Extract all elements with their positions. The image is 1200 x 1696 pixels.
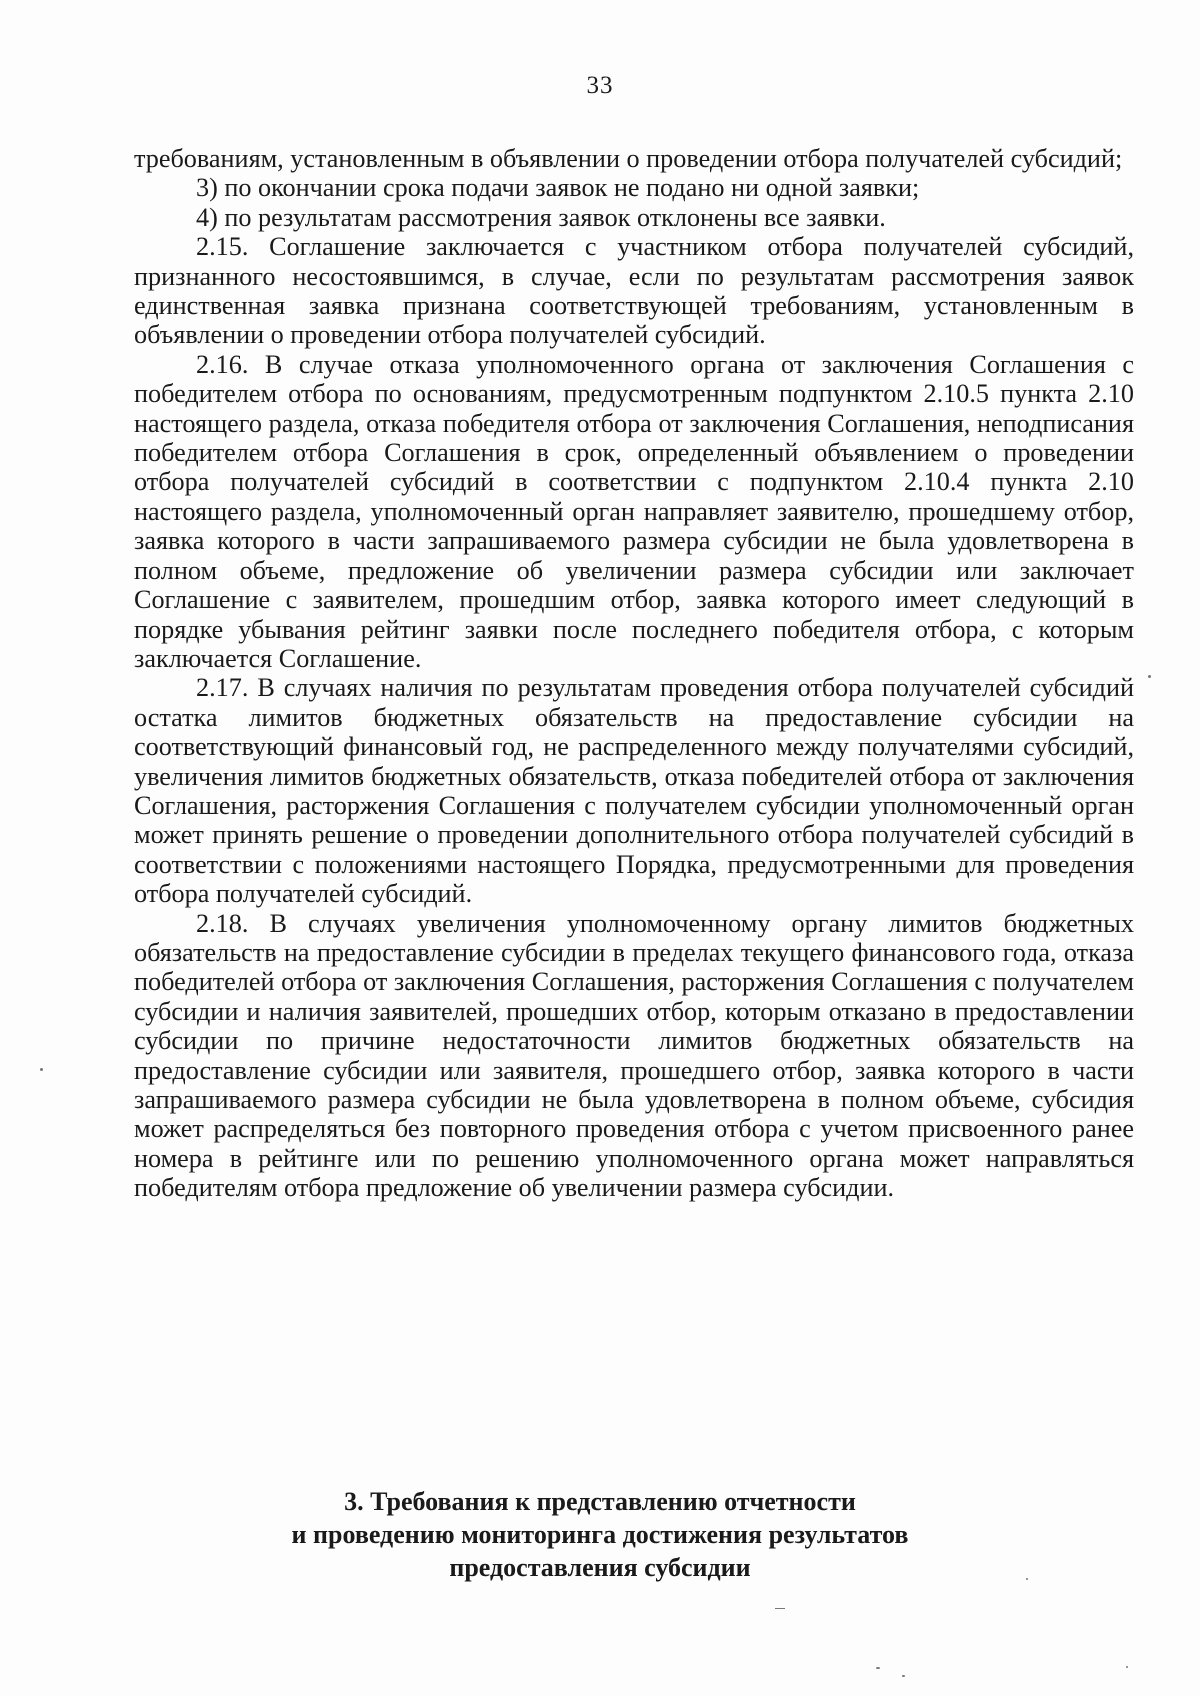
list-item-3: 3) по окончании срока подачи заявок не подано ни одной заявки;: [196, 173, 920, 203]
scan-speck: [1126, 1666, 1128, 1668]
section-heading-line-3: предоставления субсидии: [449, 1553, 751, 1582]
paragraph-2-18: 2.18. В случаях увеличения уполномоченному органу лимитов бюджетных обязательств на предоставление субсидии в пределах текущего финансового года, отказа победителей отбора от заключения Соглашения, расторжения Соглашения с получателем субсидии и наличия заявителей, прошедших отбор, которым отказано в предоставлении субсидии по причине недостаточности лимитов бюджетных обязательств на предоставление субсидии или заявителя, прошедшего отбор, заявка которого в части запрашиваемого размера субсидии не была удовлетворена в полном объеме, субсидия может распределяться без повторного проведения отбора с учетом присвоенного ранее номера в рейтинге или по решению уполномоченного органа может направляться победителям отбора предложение об увеличении размера субсидии.: [134, 908, 1134, 1203]
scan-speck: [876, 1667, 880, 1669]
list-item-4: 4) по результатам рассмотрения заявок отклонены все заявки.: [196, 202, 886, 232]
section-heading: [0, 1485, 1200, 1584]
paragraph-continuation: требованиям, установленным в объявлении о проведении отбора получателей субсидий;: [134, 144, 1123, 173]
page-number: 33: [586, 72, 614, 99]
scan-speck: [775, 1608, 785, 1609]
paragraph-2-15: 2.15. Соглашение заключается с участником отбора получателей субсидий, признанного несостоявшимся, в случае, если по результатам рассмотрения заявок единственная заявка признана соответствующей требованиям, установленным в объявлении о проведении отбора получателей субсидий.: [134, 232, 1134, 350]
body-text: [134, 144, 1134, 1203]
paragraph-2-17: 2.17. В случаях наличия по результатам проведения отбора получателей субсидий остатка лимитов бюджетных обязательств на предоставление субсидии на соответствующий финансовый год, не распределенного между получателями субсидий, увеличения лимитов бюджетных обязательств, отказа победителей отбора от заключения Соглашения, расторжения Соглашения с получателем субсидии уполномоченный орган может принять решение о проведении дополнительного отбора получателей субсидий в соответствии с положениями настоящего Порядка, предусмотренными для проведения отбора получателей субсидий.: [134, 673, 1134, 909]
scan-speck: [1148, 675, 1151, 678]
scan-speck: [1026, 1578, 1028, 1580]
paragraph-2-16: 2.16. В случае отказа уполномоченного органа от заключения Соглашения с победителем отбора по основаниям, предусмотренным подпунктом 2.10.5 пункта 2.10 настоящего раздела, отказа победителя отбора от заключения Соглашения, неподписания победителем отбора Соглашения в срок, определенный объявлением о проведении отбора получателей субсидий в соответствии с подпунктом 2.10.4 пункта 2.10 настоящего раздела, уполномоченный орган направляет заявителю, прошедшему отбор, заявка которого в части запрашиваемого размера субсидии не была удовлетворена в полном объеме, предложение об увеличении размера субсидии или заключает Соглашение с заявителем, прошедшим отбор, заявка которого имеет следующий в порядке убывания рейтинг заявки после последнего победителя отбора, с которым заключается Соглашение.: [134, 349, 1134, 673]
scan-speck: [40, 1068, 43, 1071]
scan-speck: [902, 1675, 905, 1677]
section-heading-line-1: 3. Требования к представлению отчетности: [344, 1487, 856, 1516]
section-heading-line-2: и проведению мониторинга достижения результатов: [291, 1520, 909, 1549]
